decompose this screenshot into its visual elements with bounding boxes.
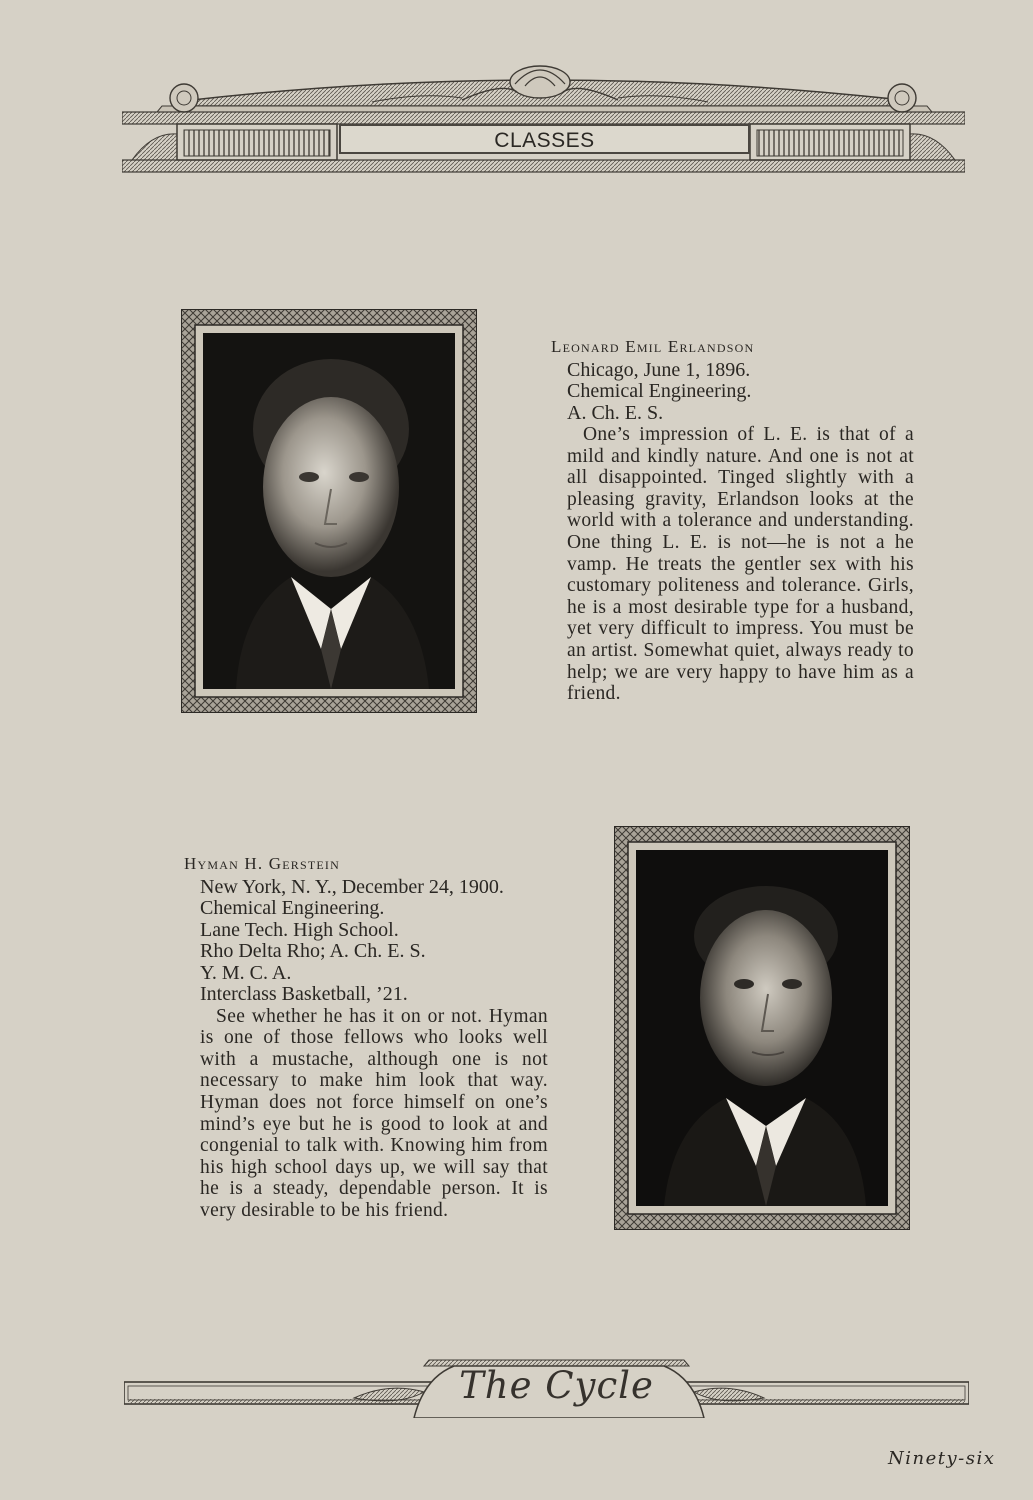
page-number: Ninety-six (888, 1448, 996, 1469)
ornamental-pediment-graphic (122, 62, 965, 174)
bio-description: See whether he has it on or not. Hyman is one of those fellows who looks well with a mustache, although one is not necessary to make him look that way. Hyman does not force himself on one’s mind’s eye but he is good to look at and congenial to talk with. Knowing him from his high school days up, we will say that he is a steady, dependable person. It is very desirable to be his friend. (200, 1005, 548, 1221)
bio-erlandson (551, 336, 914, 705)
fact-birth: New York, N. Y., December 24, 1900. (200, 875, 504, 898)
bio-description: One’s impression of L. E. is that of a mild and kindly nature. And one is not at all disappointed. Tinged slightly with a pleasing gravity, Erlandson looks at the world with a tolerance and understanding. One thing L. E. is not—he is not a he vamp. He treats the gentler sex with his customary politeness and tolerance. Girls, he is a most desirable type for a husband, yet very difficult to impress. You must be an artist. Somewhat quiet, always ready to help; we are very happy to have him as a friend. (567, 424, 914, 705)
fact-society: Rho Delta Rho; A. Ch. E. S. (200, 940, 426, 963)
student-name: Leonard Emil Erlandson (551, 337, 755, 356)
portrait-erlandson (181, 309, 477, 713)
fact-school: Lane Tech. High School. (200, 918, 399, 941)
fact-birth: Chicago, June 1, 1896. (567, 358, 751, 381)
yearbook-title: The Cycle (459, 1364, 654, 1407)
fact-course: Chemical Engineering. (567, 380, 752, 403)
fact-athletics: Interclass Basketball, ’21. (200, 983, 408, 1006)
header-banner (122, 62, 965, 174)
fact-society: A. Ch. E. S. (567, 401, 664, 424)
portrait-gerstein (614, 826, 910, 1230)
student-name: Hyman H. Gerstein (184, 854, 340, 873)
fact-club: Y. M. C. A. (200, 961, 292, 984)
section-title: CLASSES (339, 124, 750, 154)
bio-gerstein (184, 853, 548, 1222)
footer-banner (124, 1358, 969, 1418)
fact-course: Chemical Engineering. (200, 897, 385, 920)
